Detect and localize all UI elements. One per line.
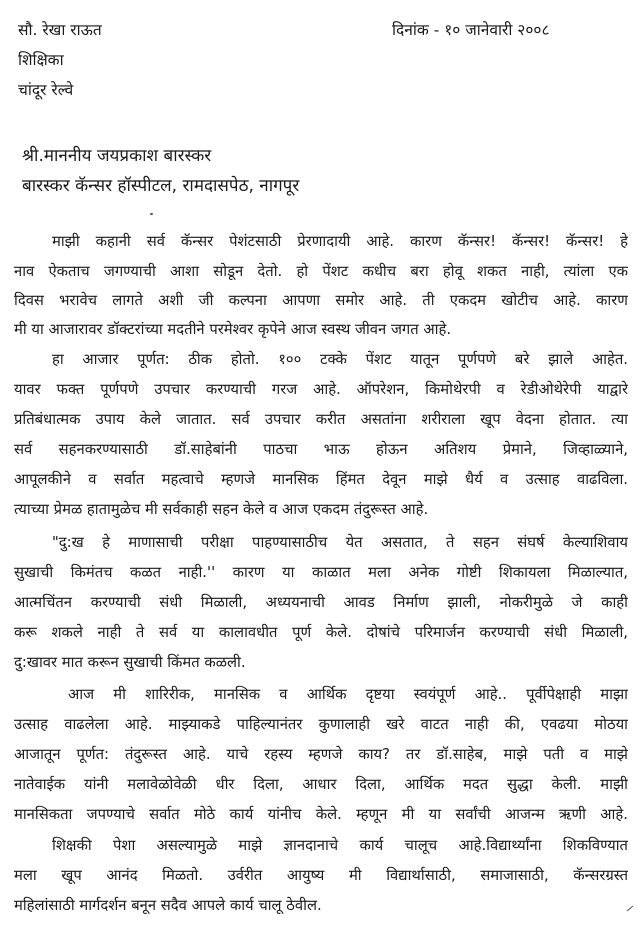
body-line: "दु:ख हे माणासाची परीक्षा पाहण्यासाठीच येत असतात, ते सहन संघर्ष केल्याशिवाय (52, 534, 628, 551)
body-line: उत्साह वाढलेला आहे. माझ्याकडे पाहिल्यानंतर कुणालाही खरे वाटत नाही की, एवढया मोठया (14, 716, 628, 733)
body-line: नाव ऐकताच जगण्याची आशा सोडून देतो. हो पेंशट कधीच बरा होवू शकत नाही, त्यांला एक (14, 263, 628, 280)
sender-name: सौ. रेखा राऊत (18, 21, 102, 39)
body-line: महिलांसाठी मार्गदर्शन बनून सदैव आपले कार्य चालू ठेवील. (14, 897, 322, 914)
body-line: आज मी शारिरीक, मानसिक व आर्थिक दृष्टया स्वयंपूर्ण आहे.. पूर्वीपेक्षाही माझा (68, 686, 628, 703)
body-line: माझी कहानी सर्व कॅन्सर पेशंटसाठी प्रेरणादायी आहे. कारण कॅन्सर! कॅन्सर! कॅन्सर! हे (52, 233, 628, 250)
body-line: आजातून पूर्णत: तंदुरूस्त आहे. याचे रहस्य म्हणजे काय? तर डॉ.साहेब, माझे पती व माझे (14, 746, 628, 763)
body-line: आपूलकीने व सर्वात महत्वाचे म्हणजे मानसिक हिंमत देवून माझे धैर्य व उत्साह वाढविला. (14, 471, 628, 488)
body-line: शिक्षकी पेशा असल्यामुळे माझे ज्ञानदानाचे कार्य चालूच आहे.विद्यार्थ्यांना शिकविण्यात (52, 837, 628, 854)
body-line: करू शकले नाही ते सर्व या कालावधीत पूर्ण केले. दोषांचे परिमार्जन करण्याची संधी मिळाली, (14, 624, 628, 641)
body-line: मानसिकता जपण्याचे सर्वात मोठे कार्य यांनीच केले. म्हणून मी या सर्वांची आजन्म ऋणी आहे. (14, 806, 628, 823)
recipient-address: बारस्कर कॅन्सर हॉस्पीटल, रामदासपेठ, नागपूर (22, 176, 300, 196)
body-line: प्रतिबंधात्मक उपाय केले जातात. सर्व उपचार करीत असतांना शरीराला खूप वेदना होतात. त्या (14, 411, 628, 428)
body-line: मला खूप आनंद मिळतो. उर्वरीत आयुष्य मी विद्यार्थासाठी, समाजासाठी, कॅन्सरग्रस्त (14, 867, 628, 884)
body-line: नातेवाईक यांनी मलावेळोवेळी धीर दिला, आधार दिला, आर्थिक मदत सुद्धा केली. माझी (14, 776, 628, 793)
body-line: सर्व सहनकरण्यासाठी डॉ.साहेबांनी पाठचा भाऊ होऊन अतिशय प्रेमाने, जिव्हाळ्याने, (14, 441, 628, 458)
body-line: सुखाची किमंतच कळत नाही.'' कारण या काळात मला अनेक गोष्टी शिकायला मिळाल्यात, (14, 564, 628, 581)
letter-date: दिनांक - १० जानेवारी २००८ (392, 21, 550, 39)
body-line: त्याच्या प्रेमळ हातामुळेच मी सर्वकाही सहन केले व आज एकदम तंदुरूस्त आहे. (14, 501, 429, 518)
body-line: मी या आजारावर डॉक्टरांच्या मदतीने परमेश्वर कृपेने आज स्वस्थ जीवन जगत आहे. (14, 321, 452, 338)
scan-speck (150, 213, 153, 215)
sender-role: शिक्षिका (18, 51, 64, 69)
body-line: यावर फक्त पूर्णपणे उपचार करण्याची गरज आहे. ऑपरेशन, किमोथेरपी व रेडीओथेरेपी याद्वारे (14, 381, 628, 398)
body-line: हा आजार पूर्णत: ठीक होतो. १०० टक्के पेंशट यातून पूर्णपणे बरे झाले आहेत. (52, 351, 628, 368)
recipient-name: श्री.माननीय जयप्रकाश बारस्कर (22, 146, 212, 166)
body-line: दु:खावर मात करून सुखाची किंमत कळली. (14, 654, 246, 671)
body-line: दिवस भरावेच लागते अशी जी कल्पना आपणा समोर आहे. ती एकदम खोटीच आहे. कारण (14, 292, 628, 309)
sender-place: चांदूर रेल्वे (18, 81, 74, 99)
body-line: आत्मचिंतन करण्याची संधी मिळाली, अध्ययनाची आवड निर्माण झाली, नोकरीमुळे जे काही (14, 594, 628, 611)
